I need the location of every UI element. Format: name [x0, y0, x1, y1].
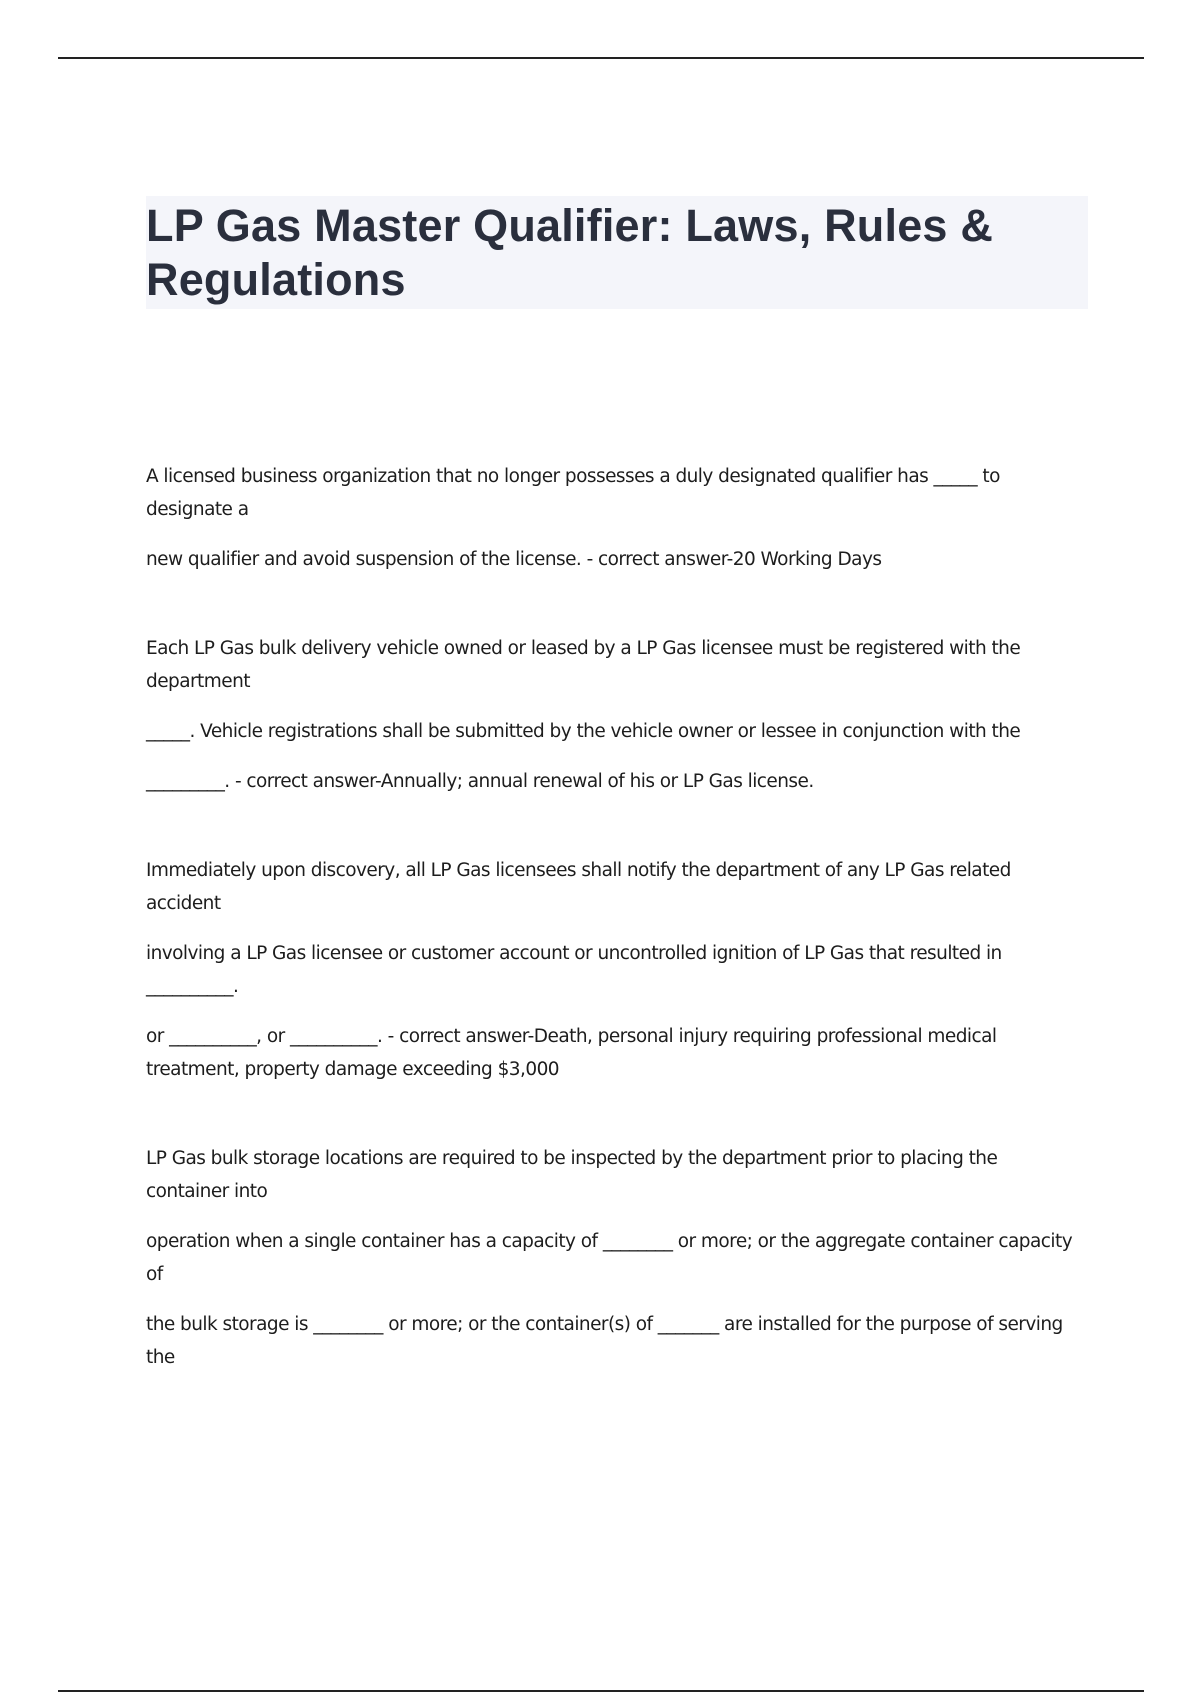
flashcard [146, 854, 1076, 1086]
document-title: LP Gas Master Qualifier: Laws, Rules & Regulations [146, 200, 994, 305]
card-text-line: Each LP Gas bulk delivery vehicle owned or leased by a LP Gas licensee must be registered with the department [146, 638, 1021, 692]
card-text-line: involving a LP Gas licensee or customer account or uncontrolled ignition of LP Gas that resulted in __________. [146, 943, 1002, 997]
card-text-line: A licensed business organization that no longer possesses a duly designated qualifier has _____ to designate a [146, 466, 1000, 520]
flashcard [146, 1142, 1076, 1374]
flashcard-list [146, 460, 1076, 1430]
card-text-line: operation when a single container has a capacity of ________ or more; or the aggregate container capacity of [146, 1231, 1073, 1285]
card-text-line: LP Gas bulk storage locations are required to be inspected by the department prior to placing the container into [146, 1148, 998, 1202]
flashcard [146, 632, 1076, 798]
card-text-line: _________. - correct answer-Annually; annual renewal of his or LP Gas license. [146, 771, 814, 792]
card-text-line: new qualifier and avoid suspension of the license. - correct answer-20 Working Days [146, 549, 882, 570]
card-text-line: _____. Vehicle registrations shall be submitted by the vehicle owner or lessee in conjunction with the [146, 721, 1021, 742]
top-rule [58, 57, 1144, 59]
card-text-line: Immediately upon discovery, all LP Gas licensees shall notify the department of any LP Gas related accident [146, 860, 1011, 914]
flashcard [146, 460, 1076, 576]
card-text-line: the bulk storage is ________ or more; or the container(s) of _______ are installed for the purpose of serving the [146, 1314, 1063, 1368]
card-text-line: or __________, or __________. - correct answer-Death, personal injury requiring professional medical treatment, property damage exceeding $3,000 [146, 1026, 997, 1080]
bottom-rule [58, 1690, 1144, 1692]
